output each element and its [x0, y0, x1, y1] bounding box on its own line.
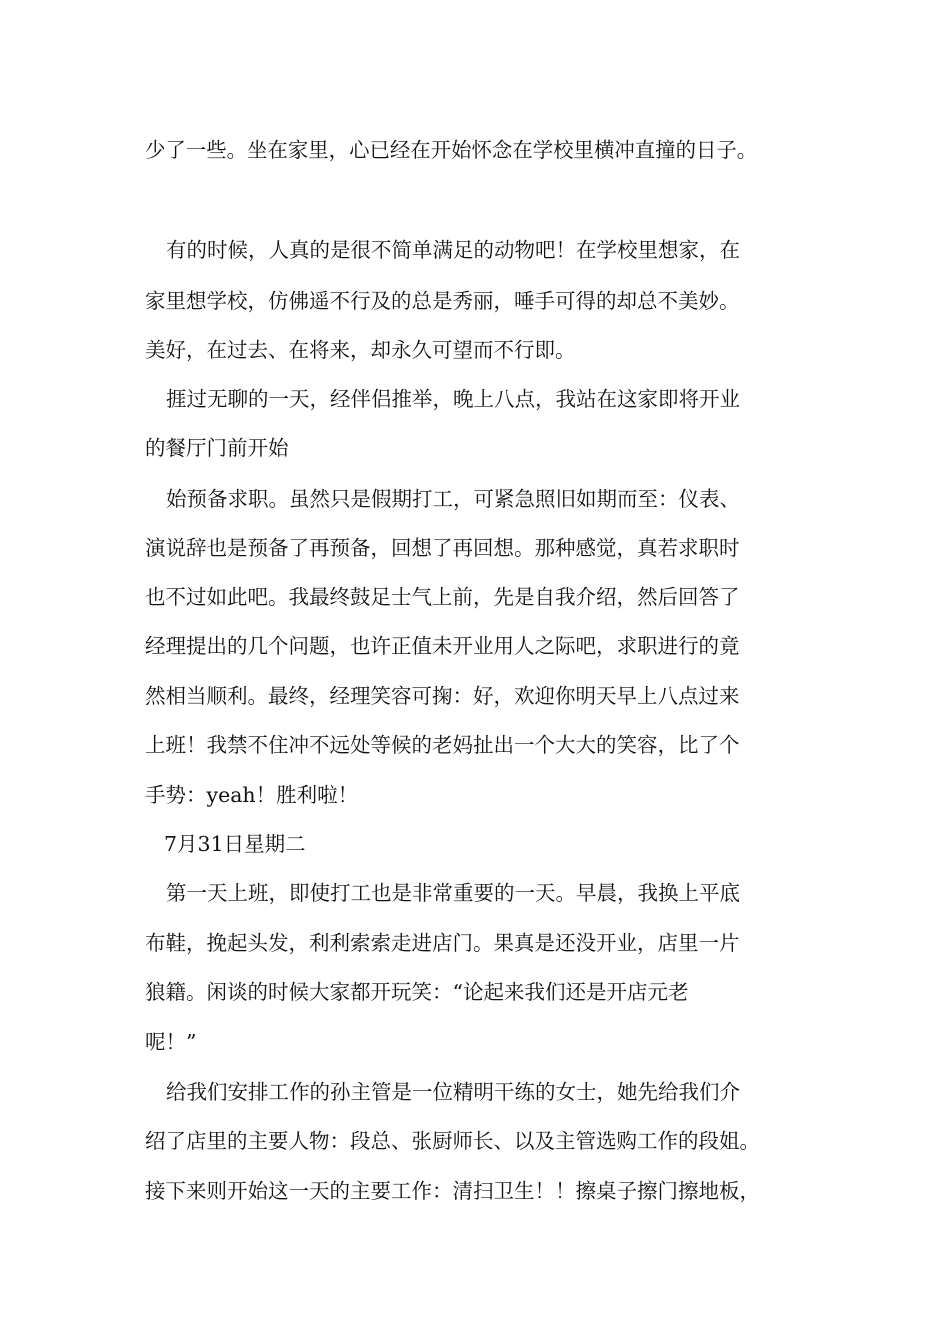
- text-line: 家里想学校，仿佛遥不行及的总是秀丽，唾手可得的却总不美妙。: [145, 289, 740, 313]
- text-line: 手势：yeah！胜利啦！: [145, 783, 359, 807]
- date-heading: 7月31日星期二: [164, 832, 306, 856]
- text-line: 第一天上班，即使打工也是非常重要的一天。早晨，我换上平底: [166, 881, 740, 905]
- text-line: 始预备求职。虽然只是假期打工，可紧急照旧如期而至：仪表、: [166, 487, 740, 511]
- text-line: 上班！我禁不住冲不远处等候的老妈扯出一个大大的笑容，比了个: [145, 733, 740, 757]
- text-line: 给我们安排工作的孙主管是一位精明干练的女士，她先给我们介: [166, 1080, 740, 1104]
- text-line: 绍了店里的主要人物：段总、张厨师长、以及主管选购工作的段姐。: [145, 1129, 760, 1153]
- text-line: 有的时候，人真的是很不简单满足的动物吧！在学校里想家，在: [166, 238, 740, 262]
- text-line: 然相当顺利。最终，经理笑容可掬：好，欢迎你明天早上八点过来: [145, 684, 740, 708]
- text-line: 的餐厅门前开始: [145, 436, 289, 460]
- text-line: 演说辞也是预备了再预备，回想了再回想。那种感觉，真若求职时: [145, 536, 740, 560]
- text-line: 美好，在过去、在将来，却永久可望而不行即。: [145, 338, 576, 362]
- text-line: 经理提出的几个问题，也许正值未开业用人之际吧，求职进行的竟: [145, 634, 740, 658]
- text-line: 接下来则开始这一天的主要工作：清扫卫生！！擦桌子擦门擦地板，: [145, 1179, 760, 1203]
- text-line: 狼籍。闲谈的时候大家都开玩笑：“论起来我们还是开店元老: [145, 980, 689, 1004]
- text-line: 捱过无聊的一天，经伴侣推举，晚上八点，我站在这家即将开业: [166, 387, 740, 411]
- text-line: 少了一些。坐在家里，心已经在开始怀念在学校里横冲直撞的日子。: [145, 138, 758, 162]
- text-line: 呢！”: [145, 1030, 197, 1054]
- text-line: 布鞋，挽起头发，利利索索走进店门。果真是还没开业，店里一片: [145, 931, 740, 955]
- text-line: 也不过如此吧。我最终鼓足士气上前，先是自我介绍，然后回答了: [145, 585, 740, 609]
